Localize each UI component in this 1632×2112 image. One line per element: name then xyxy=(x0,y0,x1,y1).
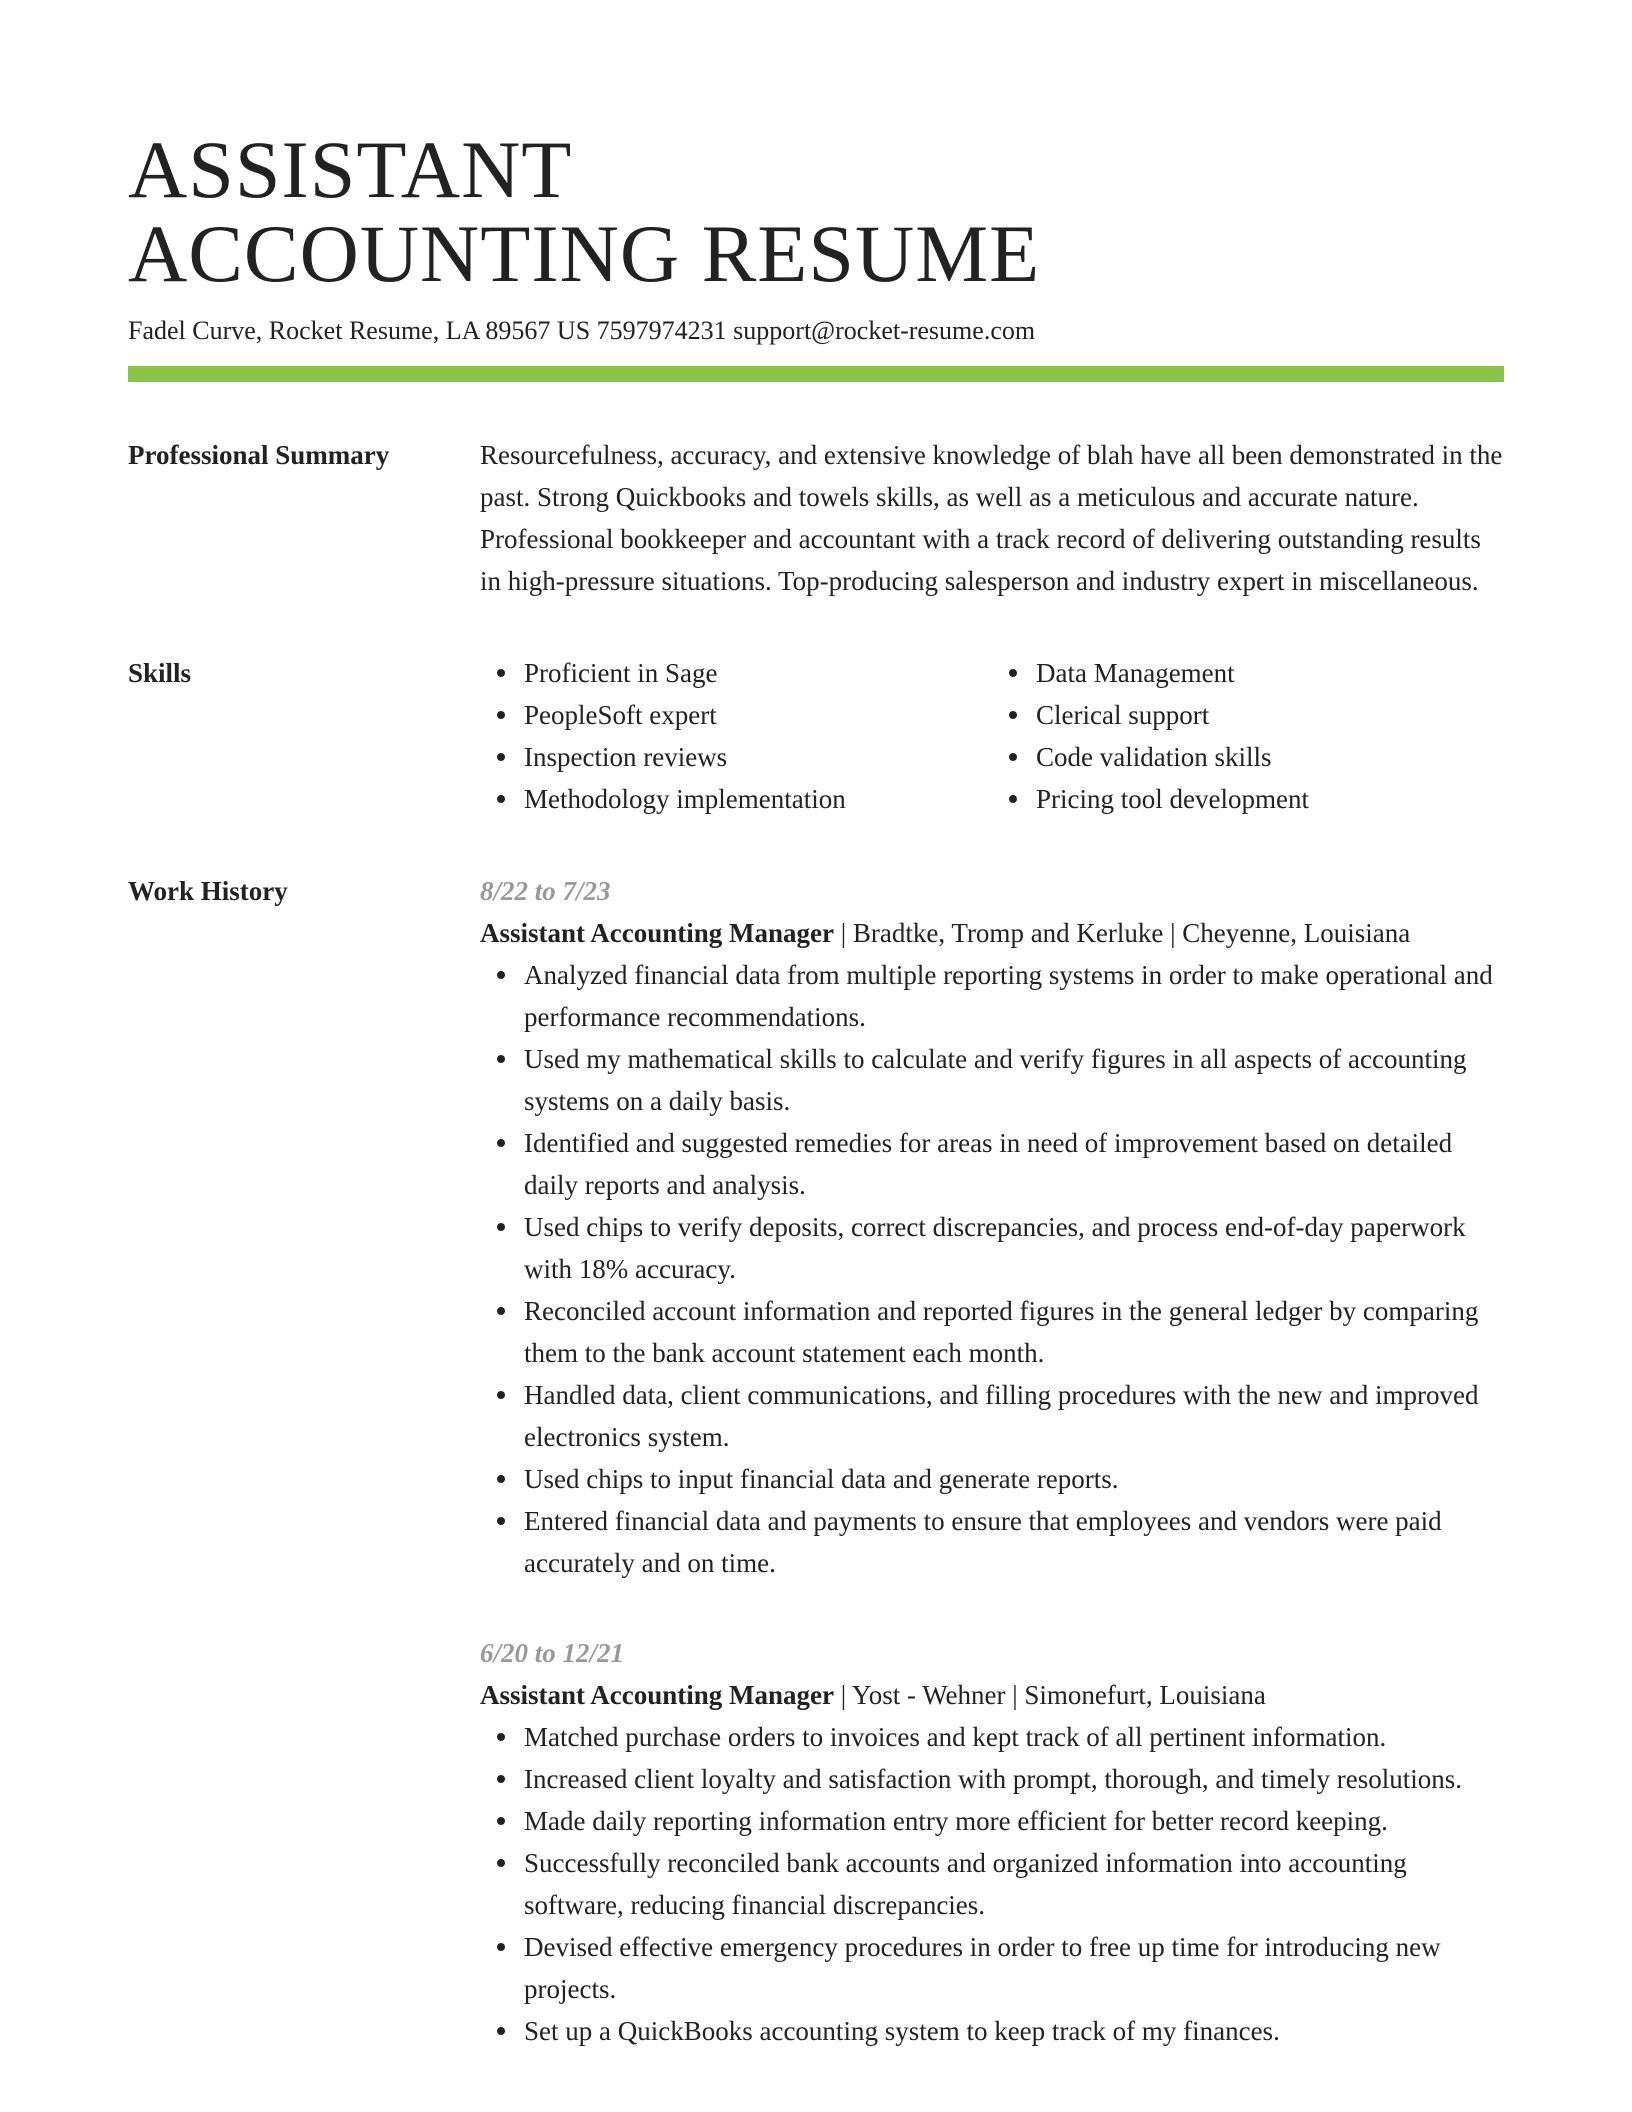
work-history-label: Work History xyxy=(128,876,288,906)
job-bullet: Identified and suggested remedies for areas in need of improvement based on detailed daily reports and analysis. xyxy=(524,1122,1504,1206)
summary-section xyxy=(128,434,1504,602)
skill-item: Clerical support xyxy=(1036,694,1504,736)
summary-text: Resourcefulness, accuracy, and extensive knowledge of blah have all been demonstrated in the past. Strong Quickbooks and towels skills, as well as a meticulous and accurate nature. Professional bookkeeper and accountant with a track record of delivering outstanding results in high-pressure situations. Top-producing salesperson and industry expert in miscellaneous. xyxy=(480,440,1503,596)
resume-title-line-1: ASSISTANT xyxy=(128,124,573,215)
job-bullet: Matched purchase orders to invoices and kept track of all pertinent information. xyxy=(524,1716,1504,1758)
skill-item: Methodology implementation xyxy=(524,778,992,820)
resume-page xyxy=(128,124,1504,2100)
job-bullet: Used chips to input financial data and generate reports. xyxy=(524,1458,1504,1500)
skills-list-right xyxy=(992,652,1504,820)
job-bullet: Devised effective emergency procedures in order to free up time for introducing new projects. xyxy=(524,1926,1504,2010)
job-bullet: Handled data, client communications, and filling procedures with the new and improved electronics system. xyxy=(524,1374,1504,1458)
job-bullet: Set up a QuickBooks accounting system to keep track of my finances. xyxy=(524,2010,1504,2052)
job-bullet: Analyzed financial data from multiple reporting systems in order to make operational and performance recommendations. xyxy=(524,954,1504,1038)
skill-item: Pricing tool development xyxy=(1036,778,1504,820)
skill-item: Data Management xyxy=(1036,652,1504,694)
job-bullet: Used my mathematical skills to calculate and verify figures in all aspects of accounting systems on a daily basis. xyxy=(524,1038,1504,1122)
resume-title xyxy=(128,124,1504,299)
skill-item: Inspection reviews xyxy=(524,736,992,778)
skill-item: Proficient in Sage xyxy=(524,652,992,694)
contact-info: Fadel Curve, Rocket Resume, LA 89567 US 7597974231 support@rocket-resume.com xyxy=(128,316,1036,345)
skills-grid xyxy=(480,652,1504,820)
skills-label: Skills xyxy=(128,658,192,688)
skills-section xyxy=(128,652,1504,820)
job-title: Assistant Accounting Manager xyxy=(480,918,835,948)
job-bullet: Made daily reporting information entry more efficient for better record keeping. xyxy=(524,1800,1504,1842)
job-bullet: Used chips to verify deposits, correct discrepancies, and process end-of-day paperwork with 18% accuracy. xyxy=(524,1206,1504,1290)
job-details: | Bradtke, Tromp and Kerluke | Cheyenne, Louisiana xyxy=(834,918,1411,948)
job-bullet: Reconciled account information and reported figures in the general ledger by comparing them to the bank account statement each month. xyxy=(524,1290,1504,1374)
skills-list-left xyxy=(480,652,992,820)
job-heading xyxy=(480,1674,1504,1716)
job-dates: 6/20 to 12/21 xyxy=(480,1638,625,1668)
job-bullets xyxy=(480,954,1504,1584)
work-history-section xyxy=(128,870,1504,2100)
job-details: | Yost - Wehner | Simonefurt, Louisiana xyxy=(834,1680,1266,1710)
job-entry xyxy=(480,870,1504,1584)
summary-body xyxy=(480,434,1504,602)
job-bullets xyxy=(480,1716,1504,2052)
skill-item: PeopleSoft expert xyxy=(524,694,992,736)
work-history-body xyxy=(480,870,1504,2100)
job-title: Assistant Accounting Manager xyxy=(480,1680,835,1710)
job-dates: 8/22 to 7/23 xyxy=(480,876,611,906)
job-bullet: Increased client loyalty and satisfaction with prompt, thorough, and timely resolutions. xyxy=(524,1758,1504,1800)
resume-title-line-2: ACCOUNTING RESUME xyxy=(128,208,1041,299)
summary-label: Professional Summary xyxy=(128,440,390,470)
header-divider xyxy=(128,366,1504,382)
skills-body xyxy=(480,652,1504,820)
job-bullet: Entered financial data and payments to ensure that employees and vendors were paid accurately and on time. xyxy=(524,1500,1504,1584)
job-entry xyxy=(480,1632,1504,2052)
job-heading xyxy=(480,912,1504,954)
job-bullet: Successfully reconciled bank accounts and organized information into accounting software, reducing financial discrepancies. xyxy=(524,1842,1504,1926)
skill-item: Code validation skills xyxy=(1036,736,1504,778)
